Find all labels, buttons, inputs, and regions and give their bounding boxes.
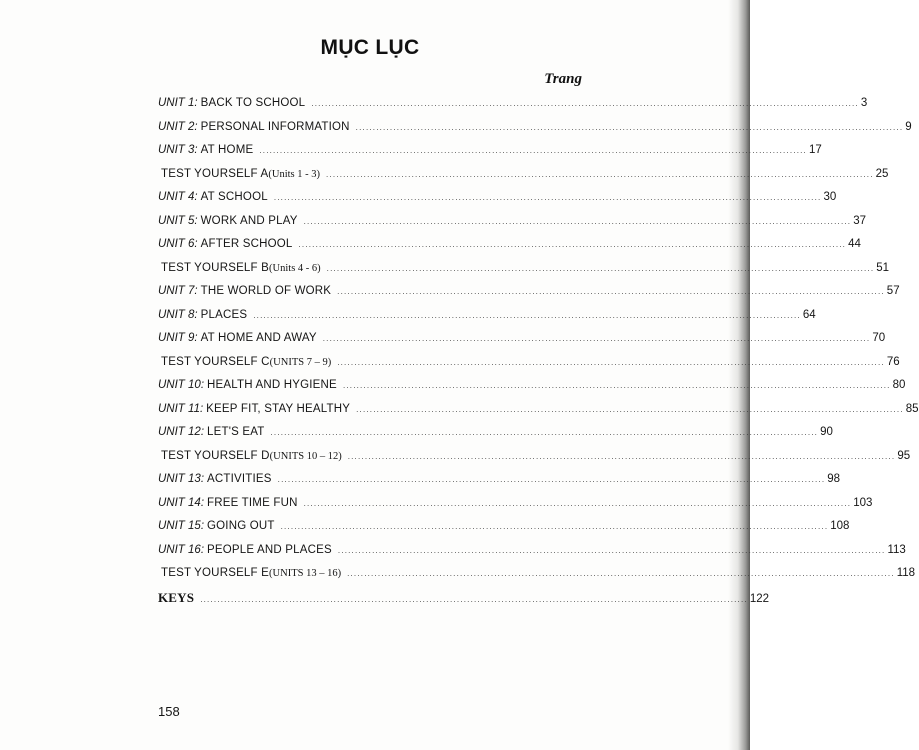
toc-entry <box>158 515 850 539</box>
toc-unit-label: UNIT 14: <box>158 496 205 509</box>
toc-dot-leader: ................................................................................................................................................................ <box>347 569 895 578</box>
toc-entry-title: AT SCHOOL <box>200 191 268 203</box>
toc-dot-leader: ................................................................................................................................................................ <box>298 240 847 249</box>
toc-dot-leader: ................................................................................................................................................................ <box>322 334 871 343</box>
toc-entry-range: (UNITS 13 – 16) <box>269 568 342 579</box>
toc-page-number: 9 <box>905 120 912 133</box>
toc-entry-title: TEST YOURSELF E <box>161 567 270 579</box>
toc-unit-label: UNIT 10: <box>158 379 205 391</box>
toc-entry-title: AFTER SCHOOL <box>200 238 293 250</box>
toc-page-number: 30 <box>823 191 837 203</box>
toc-dot-leader: ................................................................................................................................................................ <box>303 498 852 508</box>
toc-dot-leader: ................................................................................................................................................................ <box>277 475 826 484</box>
toc-entry <box>158 421 833 445</box>
toc-entry <box>158 468 841 492</box>
table-of-contents <box>158 92 919 609</box>
toc-entry-title: HEALTH AND HYGIENE <box>207 379 337 391</box>
toc-unit-label: UNIT 2: <box>158 120 198 133</box>
toc-entry <box>158 139 822 163</box>
toc-dot-leader: ................................................................................................................................................................ <box>311 99 859 108</box>
toc-entry-title: TEST YOURSELF D <box>161 449 270 462</box>
toc-dot-leader: ................................................................................................................................................................ <box>355 122 904 132</box>
toc-entry-range: (UNITS 7 – 9) <box>269 356 332 368</box>
toc-page-number: 90 <box>820 426 833 438</box>
toc-page-number: 44 <box>848 238 861 250</box>
toc-entry <box>158 116 912 140</box>
toc-page-number: 118 <box>896 567 916 579</box>
toc-unit-label: UNIT 11: <box>158 402 204 415</box>
toc-entry-range: (Units 4 - 6) <box>269 262 321 274</box>
toc-dot-leader: ................................................................................................................................................................ <box>200 594 748 604</box>
toc-entry <box>158 374 906 398</box>
toc-entry-title: KEEP FIT, STAY HEALTHY <box>206 402 351 415</box>
toc-page-number: 37 <box>853 214 867 227</box>
toc-entry <box>158 92 868 116</box>
toc-unit-label: UNIT 3: <box>158 144 198 156</box>
toc-unit-label: UNIT 16: <box>158 543 205 556</box>
toc-entry-title: AT HOME <box>200 144 254 156</box>
toc-unit-label: UNIT 6: <box>158 238 198 250</box>
toc-entry <box>158 210 867 234</box>
toc-entry-title: WORK AND PLAY <box>200 214 298 227</box>
toc-entry <box>158 351 900 375</box>
toc-entry-title: TEST YOURSELF B <box>161 261 270 274</box>
toc-page-number: 103 <box>853 496 873 509</box>
toc-entry <box>158 539 906 563</box>
toc-unit-label: UNIT 15: <box>158 520 205 532</box>
toc-unit-label: UNIT 13: <box>158 473 205 485</box>
toc-dot-leader: ................................................................................................................................................................ <box>273 193 822 202</box>
toc-page-number: 3 <box>860 97 868 109</box>
toc-entry-title: PEOPLE AND PLACES <box>207 543 332 556</box>
toc-entry <box>158 445 911 469</box>
toc-page-number: 70 <box>872 332 886 344</box>
toc-entry <box>158 257 890 281</box>
toc-page-number: 64 <box>802 308 816 321</box>
toc-page-number: 98 <box>827 473 841 485</box>
toc-entry-range: (UNITS 10 – 12) <box>269 450 342 462</box>
toc-entry <box>158 398 919 422</box>
toc-entry-title: TEST YOURSELF C <box>161 355 270 368</box>
toc-page-number: 95 <box>897 449 911 462</box>
toc-entry-title: BACK TO SCHOOL <box>200 97 306 109</box>
toc-entry-keys <box>158 586 770 610</box>
toc-entry-title: THE WORLD OF WORK <box>200 285 332 297</box>
toc-unit-label: UNIT 5: <box>158 214 198 227</box>
toc-entry <box>158 562 916 586</box>
toc-page-number: 51 <box>876 261 890 274</box>
toc-entry-title: TEST YOURSELF A <box>161 167 269 180</box>
toc-page-number: 17 <box>808 144 822 156</box>
toc-page-number: 113 <box>887 543 906 556</box>
toc-dot-leader: ................................................................................................................................................................ <box>337 287 885 296</box>
toc-dot-leader: ................................................................................................................................................................ <box>280 522 829 531</box>
toc-entry <box>158 492 873 516</box>
toc-dot-leader: ................................................................................................................................................................ <box>253 310 801 320</box>
toc-unit-label: UNIT 7: <box>158 285 198 297</box>
toc-dot-leader: ................................................................................................................................................................ <box>326 169 874 179</box>
toc-dot-leader: ................................................................................................................................................................ <box>303 216 852 226</box>
toc-entry-title: PERSONAL INFORMATION <box>200 120 350 133</box>
toc-entry <box>158 163 889 187</box>
toc-unit-label: UNIT 12: <box>158 426 205 438</box>
toc-entry <box>158 186 837 210</box>
toc-dot-leader: ................................................................................................................................................................ <box>342 381 891 390</box>
toc-page-number: 80 <box>892 379 906 391</box>
toc-unit-label: UNIT 9: <box>158 332 198 344</box>
page-title: MỤC LỤC <box>320 36 420 59</box>
toc-entry <box>158 233 861 257</box>
toc-entry-title: ACTIVITIES <box>207 473 272 485</box>
toc-page-number: 25 <box>875 167 889 180</box>
toc-entry-title: FREE TIME FUN <box>207 496 298 509</box>
page-column-header: Trang <box>544 71 582 87</box>
toc-unit-label: UNIT 8: <box>158 308 198 321</box>
toc-page-number: 85 <box>905 402 919 415</box>
toc-dot-leader: ................................................................................................................................................................ <box>270 428 819 437</box>
toc-page-number: 76 <box>886 355 900 368</box>
page-number: 158 <box>158 704 180 719</box>
toc-entry-title: GOING OUT <box>207 520 275 532</box>
toc-unit-label: UNIT 4: <box>158 191 198 203</box>
toc-entry <box>158 280 900 304</box>
toc-dot-leader: ................................................................................................................................................................ <box>356 404 904 414</box>
toc-dot-leader: ................................................................................................................................................................ <box>259 146 807 155</box>
toc-entry-range: (Units 1 - 3) <box>268 168 321 180</box>
toc-page-number: 122 <box>749 592 770 605</box>
toc-dot-leader: ................................................................................................................................................................ <box>337 545 886 555</box>
toc-entry-title: KEYS <box>158 589 195 605</box>
toc-unit-label: UNIT 1: <box>158 97 198 109</box>
toc-entry <box>158 327 886 351</box>
toc-entry-title: LET'S EAT <box>207 426 265 438</box>
toc-page-number: 108 <box>830 520 850 532</box>
toc-entry-title: PLACES <box>200 308 248 321</box>
toc-dot-leader: ................................................................................................................................................................ <box>337 357 885 367</box>
toc-page-number: 57 <box>886 285 900 297</box>
toc-dot-leader: ................................................................................................................................................................ <box>347 451 896 461</box>
toc-entry-title: AT HOME AND AWAY <box>200 332 317 344</box>
toc-dot-leader: ................................................................................................................................................................ <box>326 263 875 273</box>
toc-entry <box>158 304 816 328</box>
